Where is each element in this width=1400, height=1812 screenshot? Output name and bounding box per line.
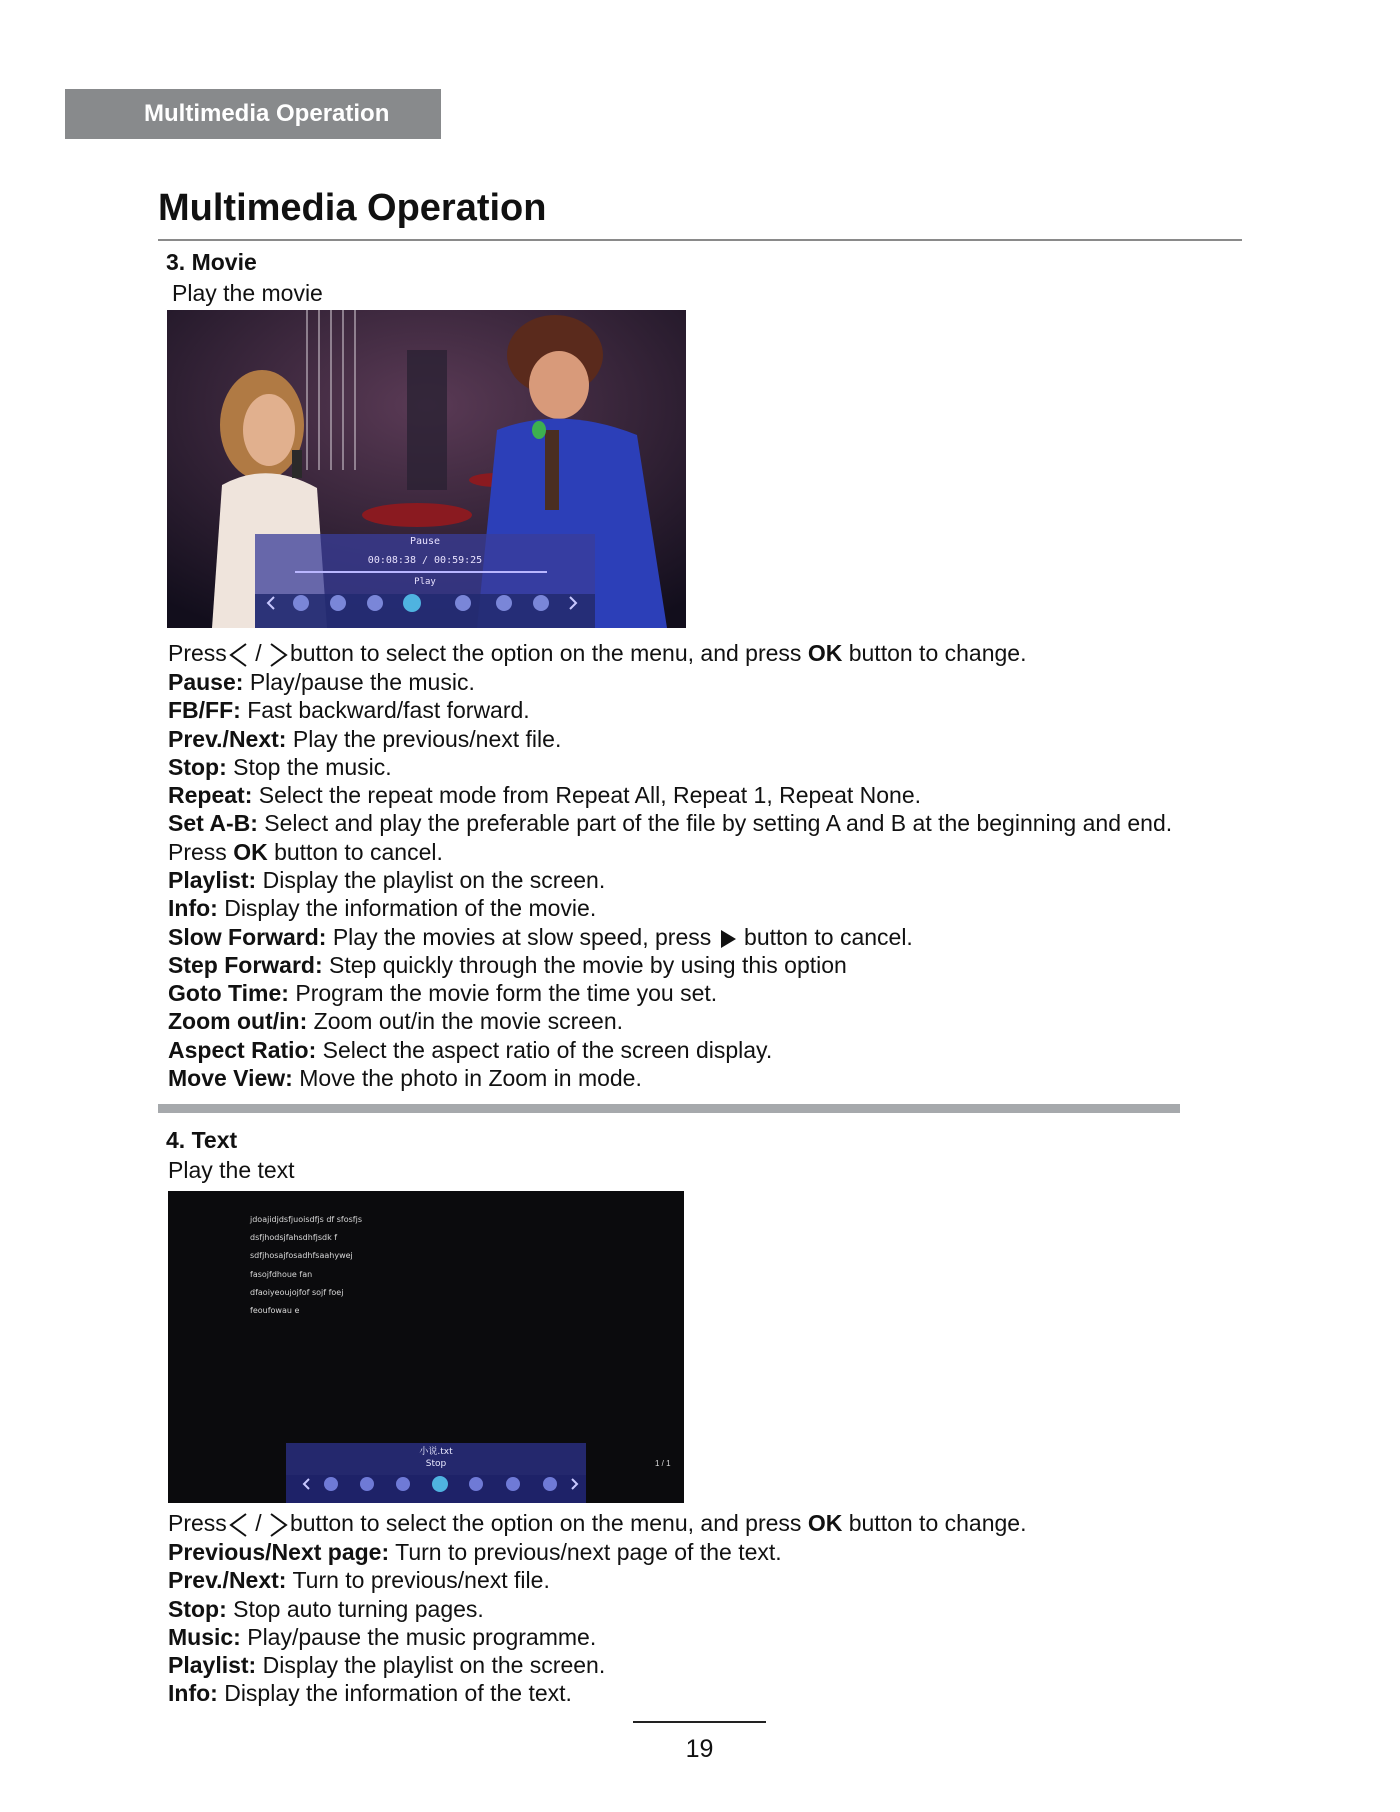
text-line: dfaoiyeoujojfof sojf foej <box>250 1287 344 1297</box>
movie-item-aspect-ratio: Aspect Ratio: Select the aspect ratio of the screen display. <box>168 1036 773 1063</box>
text-reader-screenshot <box>168 1191 684 1503</box>
movie-item-zoom: Zoom out/in: Zoom out/in the movie screen. <box>168 1008 624 1035</box>
text-intro-line: Press / button to select the option on the menu, and press OK button to change. <box>168 1510 1027 1536</box>
title-divider <box>158 239 1242 241</box>
movie-item-playlist: Playlist: Display the playlist on the screen. <box>168 867 606 893</box>
movie-item-move-view: Move View: Move the photo in Zoom in mode. <box>168 1065 642 1092</box>
movie-press-ok-cancel: Press OK button to cancel. <box>168 838 443 865</box>
text-line: feoufowau e <box>250 1306 300 1316</box>
page-number: 19 <box>685 1735 714 1763</box>
text-instructions <box>168 1509 1026 1708</box>
section-tab-header: Multimedia Operation <box>65 89 441 139</box>
play-triangle-icon <box>718 928 738 950</box>
page-title: Multimedia Operation <box>158 187 547 229</box>
text-item-page: Previous/Next page: Turn to previous/next page of the text. <box>168 1538 782 1565</box>
text-item-music: Music: Play/pause the music programme. <box>168 1623 597 1650</box>
movie-item-stop: Stop: Stop the music. <box>168 753 392 780</box>
footer-rule <box>633 1721 766 1723</box>
movie-item-pause: Pause: Play/pause the music. <box>168 668 475 695</box>
right-arrow-icon <box>268 642 290 668</box>
text-line: sdfjhosajfosadhfsaahywej <box>250 1251 353 1261</box>
movie-instructions <box>168 639 1172 1092</box>
section-separator <box>158 1104 1180 1113</box>
text-section-subheading: Play the text <box>168 1157 295 1183</box>
movie-osd-action: Play <box>414 577 436 587</box>
left-arrow-icon <box>227 642 249 668</box>
text-osd-action: Stop <box>425 1459 447 1469</box>
movie-item-info: Info: Display the information of the movie. <box>168 895 597 922</box>
text-line: dsfjhodsjfahsdhfjsdk f <box>250 1233 338 1243</box>
left-arrow-icon <box>227 1512 249 1538</box>
movie-item-fbff: FB/FF: Fast backward/fast forward. <box>168 697 530 724</box>
movie-item-step-forward: Step Forward: Step quickly through the movie by using this option <box>168 951 847 978</box>
text-page-indicator: 1 / 1 <box>655 1459 671 1468</box>
movie-item-repeat: Repeat: Select the repeat mode from Repeat All, Repeat 1, Repeat None. <box>168 782 922 809</box>
movie-playback-screenshot <box>167 310 686 628</box>
text-item-playlist: Playlist: Display the playlist on the screen. <box>168 1652 606 1679</box>
movie-item-prev-next: Prev./Next: Play the previous/next file. <box>168 725 562 752</box>
text-line: jdoajidjdsfjuoisdfjs df sfosfjs <box>250 1215 363 1224</box>
movie-osd-time: 00:08:38 / 00:59:25 <box>367 555 483 566</box>
text-line: fasojfdhoue fan <box>250 1269 313 1279</box>
movie-osd-status: Pause <box>409 536 441 547</box>
text-item-prev-next: Prev./Next: Turn to previous/next file. <box>168 1567 550 1594</box>
text-item-info: Info: Display the information of the text. <box>168 1680 572 1707</box>
movie-item-slow-forward: Slow Forward: Play the movies at slow speed, press button to cancel. <box>168 923 913 950</box>
movie-section-subheading: Play the movie <box>172 280 323 306</box>
movie-item-set-ab: Set A-B: Select and play the preferable part of the file by setting A and B at the beginning and end. <box>168 810 1173 837</box>
right-arrow-icon <box>268 1512 290 1538</box>
text-osd-filename: 小说.txt <box>419 1447 453 1457</box>
text-reader-content <box>250 1211 362 1320</box>
movie-item-goto-time: Goto Time: Program the movie form the time you set. <box>168 980 718 1007</box>
text-item-stop: Stop: Stop auto turning pages. <box>168 1595 484 1622</box>
movie-intro-line: Press / button to select the option on the menu, and press OK button to change. <box>168 640 1027 666</box>
text-section-heading: 4. Text <box>166 1127 238 1153</box>
movie-section-heading: 3. Movie <box>166 249 257 275</box>
